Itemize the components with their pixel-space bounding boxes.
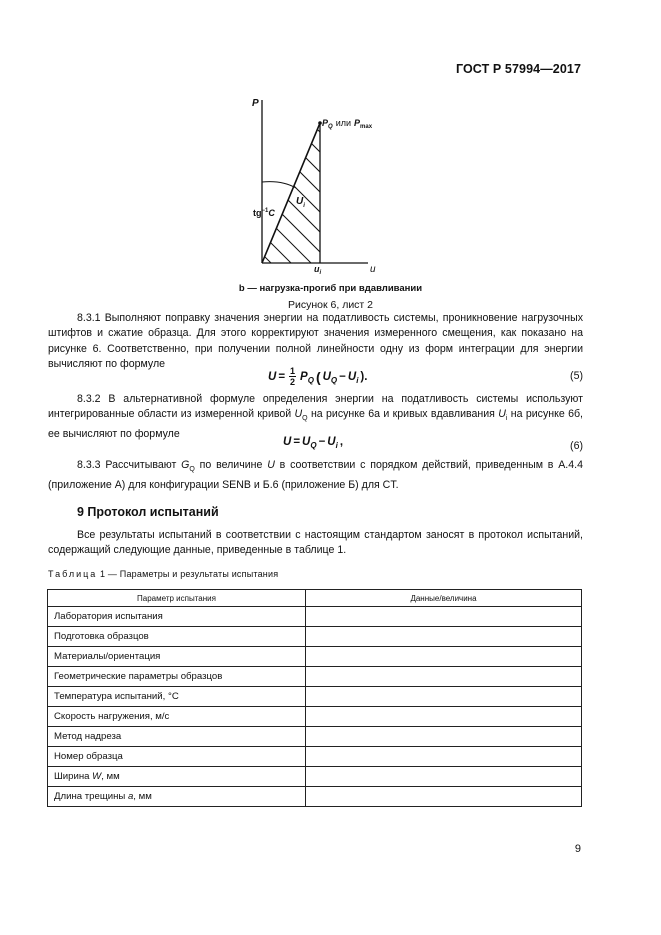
x-mark-label: $u_i$: [314, 264, 322, 276]
value-cell: [306, 627, 582, 647]
standard-header: ГОСТ Р 57994—2017: [455, 62, 581, 76]
value-cell: [306, 647, 582, 667]
fraction: $\frac{1}{2}$: [290, 366, 296, 387]
parameter-cell: Подготовка образцов: [48, 627, 306, 647]
formula-5-expression: U = $\frac{1}{2}$ $P_Q$ ( $U_Q$ − $U_i$ ).: [268, 366, 368, 387]
figure-subcaption: b — нагрузка-прогиб при вдавливании: [238, 283, 423, 294]
table-row: [48, 767, 582, 787]
parameter-cell: Лаборатория испытания: [48, 607, 306, 627]
parameter-cell: Ширина W, мм: [48, 767, 306, 787]
formula-5-number: (5): [570, 370, 583, 382]
column-header-value: Данные/величина: [306, 590, 582, 607]
value-cell: [306, 727, 582, 747]
page-number: 9: [574, 843, 581, 855]
area-label: $U_i$: [296, 196, 305, 209]
table-row: [48, 687, 582, 707]
y-axis-label: P: [252, 98, 259, 109]
parameter-cell: Материалы/ориентация: [48, 647, 306, 667]
value-cell: [306, 667, 582, 687]
slope-arc: [262, 182, 296, 188]
figure-caption: Рисунок 6, лист 2: [288, 299, 373, 311]
table-caption: Таблица 1 — Параметры и результаты испытания: [48, 569, 279, 579]
parameter-cell: Скорость нагружения, м/с: [48, 707, 306, 727]
value-cell: [306, 707, 582, 727]
table-row: [48, 787, 582, 807]
formula-6-expression: U = $U_Q$ − $U_i$ ,: [283, 436, 344, 450]
value-cell: [306, 787, 582, 807]
parameter-cell: Геометрические параметры образцов: [48, 667, 306, 687]
formula-6-number: (6): [570, 440, 583, 452]
value-cell: [306, 687, 582, 707]
paragraph-8-3-3: 8.3.3 Рассчитывают $G_Q$ по величине U в соответствии с порядком действий, приведенным в А.4.4 (приложение А) для конфигурации SENB и Б.6 (приложение Б) для CT.: [48, 459, 583, 491]
table-row: [48, 607, 582, 627]
load-deflection-figure: [210, 92, 430, 297]
parameters-table: [47, 589, 582, 807]
paragraph-8-3-2: 8.3.2 В альтернативной формуле определения энергии на податливость системы используют интегрированные области из измеренной кривой $U_Q$ на рисунке 6а и кривых вдавливания $U_i$ на рисунке 6б, ее вычисляют по формуле: [48, 393, 584, 440]
section-title: 9 Протокол испытаний: [77, 505, 219, 519]
table-row: [48, 707, 582, 727]
column-header-parameter: Параметр испытания: [48, 590, 306, 607]
parameter-cell: Температура испытаний, °С: [48, 687, 306, 707]
table-row: [48, 647, 582, 667]
formula-5: [48, 364, 583, 394]
paragraph-9: Все результаты испытаний в соответствии с настоящим стандартом заносят в протокол испытаний, содержащий следующие данные, приведенные в таблице 1.: [48, 529, 583, 557]
x-axis-label: u: [370, 264, 376, 275]
table-row: [48, 627, 582, 647]
slope-label: $tg^{-1}C$: [253, 208, 275, 218]
value-cell: [306, 767, 582, 787]
parameter-cell: Метод надреза: [48, 727, 306, 747]
table-row: [48, 727, 582, 747]
table-row: [48, 667, 582, 687]
value-cell: [306, 747, 582, 767]
parameter-cell: Номер образца: [48, 747, 306, 767]
table-header-row: [48, 590, 582, 607]
paragraph-8-3-1: 8.3.1 Выполняют поправку значения энергии на податливость системы, проникновение нагрузочных штифтов и сжатие образца. Для этого корректируют значения измеренного смещения, как показано на рисунке 6. Соответственно, при получении полной линейности одну из форм интеграции для энергии вычисляют по формуле: [48, 312, 583, 371]
table-row: [48, 747, 582, 767]
value-cell: [306, 607, 582, 627]
parameter-cell: Длина трещины a, мм: [48, 787, 306, 807]
load-deflection-diagram: [210, 92, 430, 297]
peak-label: $P_Q$ или $P_{max}$: [322, 118, 373, 130]
